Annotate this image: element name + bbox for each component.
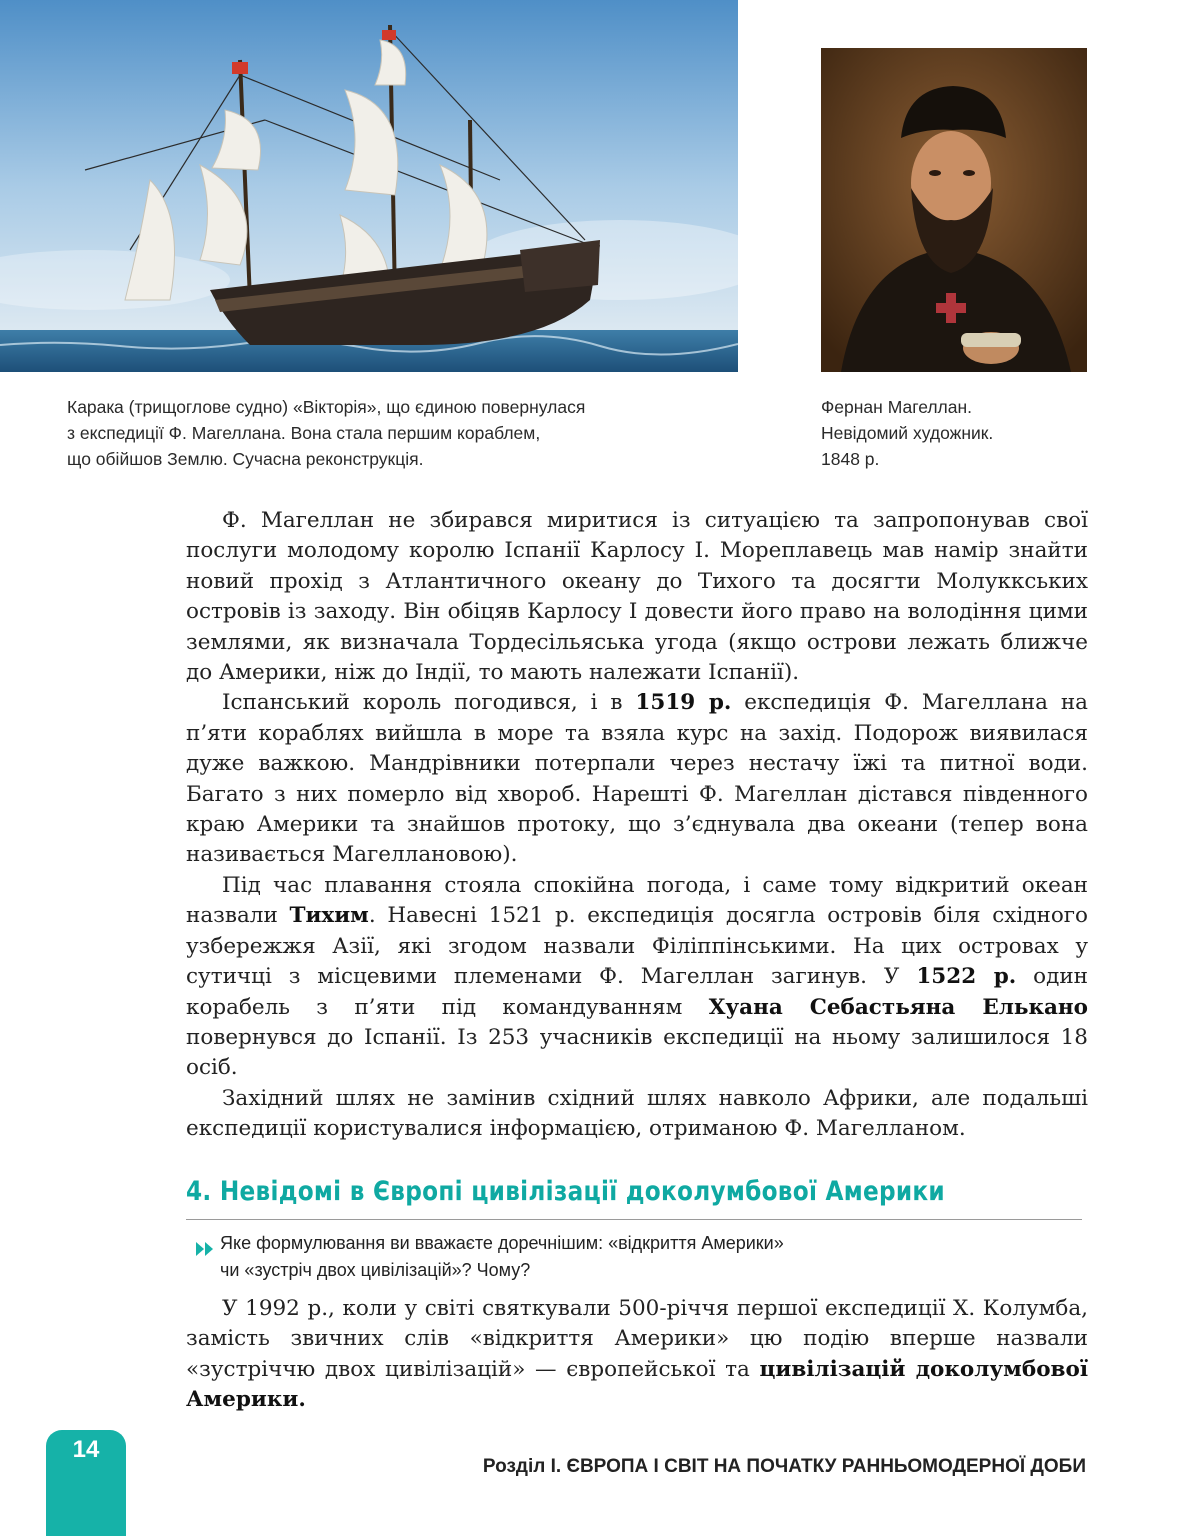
page-number: 14 xyxy=(72,1436,100,1463)
term-precolumbian: цивілізацій доколумбової Америки. xyxy=(186,1356,1088,1413)
section-divider xyxy=(186,1219,1082,1220)
date-1519: 1519 р. xyxy=(635,690,732,716)
main-text xyxy=(186,506,1088,1145)
question-block xyxy=(196,1230,784,1284)
portrait-caption xyxy=(821,394,993,472)
question-line: чи «зустріч двох цивілізацій»? Чому? xyxy=(220,1260,531,1280)
ship-caption xyxy=(67,394,585,472)
question-line: Яке формулювання ви вважаєте доречнішим: «відкриття Америки» xyxy=(220,1233,784,1253)
magellan-portrait xyxy=(821,48,1087,372)
paragraph-3: Під час плавання стояла спокійна погода, і саме тому відкритий океан назвали Тихим. Навесні 1521 р. експедиція досягла островів біля східного узбережжя Азії, які згодом назвали Філіппінськими. На цих островах у сутичці з місцевими племенами Ф. Магеллан загинув. У 1522 р. один корабель з п’яти під командуванням Хуана Себастьяна Елькано повернувся до Іспанії. Із 253 учасників експедиції на ньому залишилося 18 осіб. xyxy=(186,872,1088,1081)
caption-line: 1848 р. xyxy=(821,449,880,469)
term-pacific: Тихим xyxy=(289,903,369,929)
paragraph-2: Іспанський король погодився, і в 1519 р. експедиція Ф. Магеллана на п’яти кораблях вийшла в море та взяла курс на захід. Подорож виявилася дуже важкою. Мандрівники потерпали через нестачу їжі та питної води. Багато з них померло від хвороб. Нарешті Ф. Магеллан дістався південного краю Америки та знайшов протоку, що з’єднувала два океани (тепер вона називається Магеллановою). xyxy=(186,690,1088,868)
caption-line: Невідомий художник. xyxy=(821,423,994,443)
ship-photo xyxy=(0,0,738,372)
paragraph-5: У 1992 р., коли у світі святкували 500-річчя першої експедиції Х. Колумба, замість звичних слів «відкриття Америки» цю подію вперше назвали «зустріччю двох цивілізацій» — європейської та цивілізацій доколумбової Америки. xyxy=(186,1296,1088,1413)
chapter-footer: Розділ І. ЄВРОПА І СВІТ НА ПОЧАТКУ РАННЬОМОДЕРНОЇ ДОБИ xyxy=(482,1456,1086,1477)
paragraph-4: Західний шлях не замінив східний шлях навколо Африки, але подальші експедиції користувалися інформацією, отриманою Ф. Магелланом. xyxy=(186,1085,1088,1142)
caption-line: з експедиції Ф. Магеллана. Вона стала першим кораблем, xyxy=(67,423,541,443)
date-1522: 1522 р. xyxy=(916,964,1017,990)
name-elcano: Хуана Себастьяна Елькано xyxy=(708,994,1088,1020)
section-text xyxy=(186,1294,1088,1416)
caption-line: Каракa (трищоглове судно) «Вікторія», що єдиною повернулася xyxy=(67,397,586,417)
paragraph-1: Ф. Магеллан не збирався миритися із ситуацією та запропонував свої послуги молодому королю Іспанії Карлосу І. Мореплавець мав намір знайти новий прохід з Атлантичного океану до Тихого та досягти Молуккських островів із заходу. Він обіцяв Карлосу І довести його право на володіння цими землями, як визначала Тордесільяська угода (якщо острови лежать ближче до Америки, ніж до Індії, то мають належати Іспанії). xyxy=(186,508,1088,686)
caption-line: що обійшов Землю. Сучасна реконструкція. xyxy=(67,449,424,469)
caption-line: Фернан Магеллан. xyxy=(821,397,973,417)
section-heading: 4. Невідомі в Європі цивілізації доколумбової Америки xyxy=(186,1176,945,1207)
double-arrow-icon xyxy=(196,1237,216,1264)
